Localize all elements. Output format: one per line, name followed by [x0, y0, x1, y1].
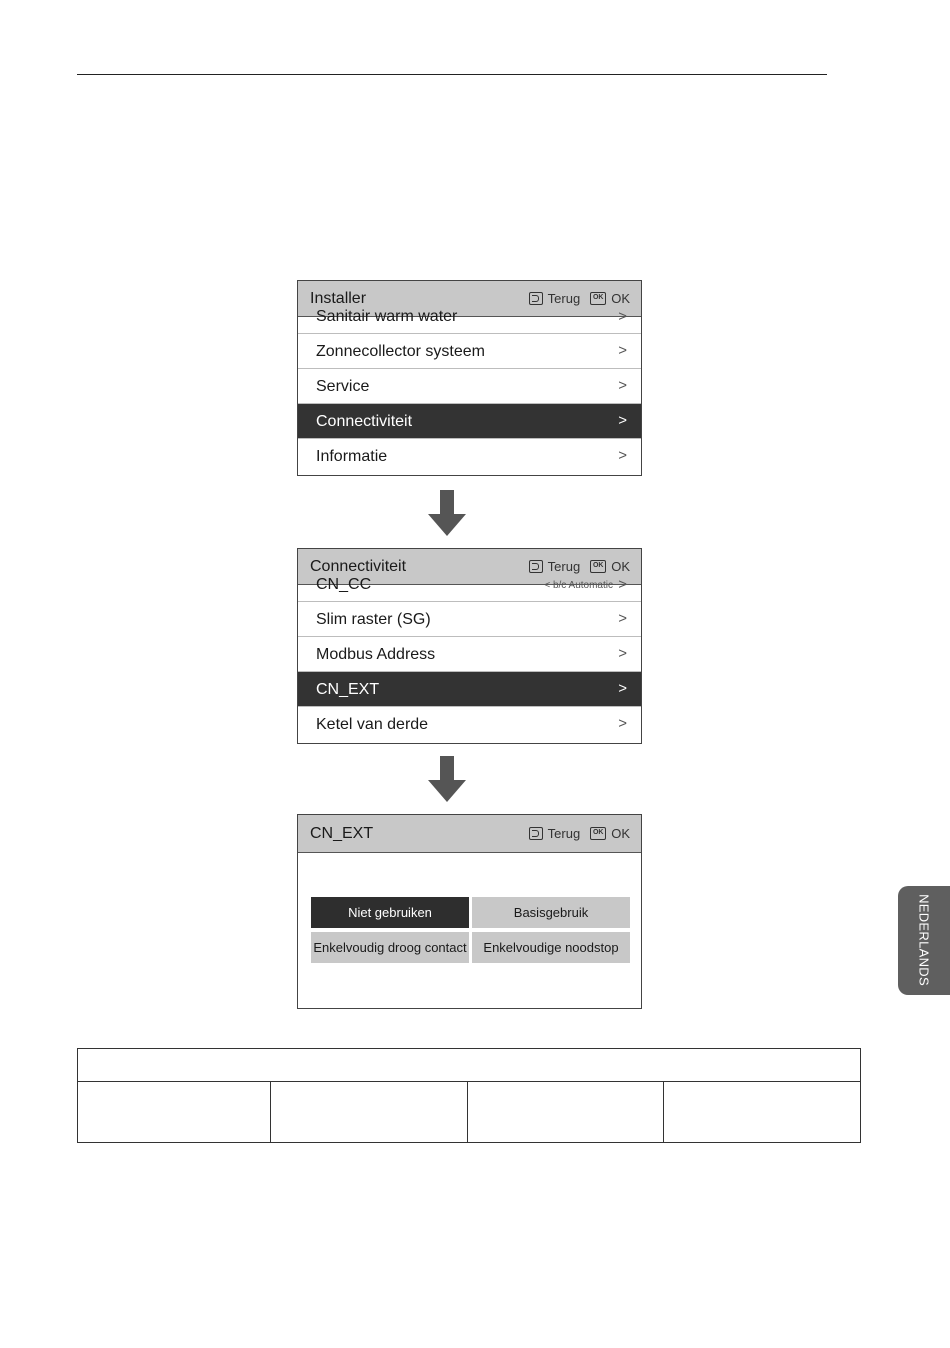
back-icon[interactable]	[529, 560, 543, 573]
chevron-right-icon: >	[618, 715, 627, 732]
ok-icon[interactable]: OK	[590, 827, 606, 840]
menu-item-label: Connectiviteit	[316, 413, 413, 430]
menu-item-label: Sanitair warm water	[316, 308, 458, 325]
menu-item-label: Informatie	[316, 448, 388, 465]
option-enkelvoudige-noodstop[interactable]: Enkelvoudige noodstop	[472, 932, 630, 963]
menu-item-connectiviteit[interactable]	[298, 404, 641, 439]
connectiviteit-screen	[297, 548, 642, 744]
screen-header	[298, 815, 641, 853]
menu-item-label: Service	[316, 378, 370, 395]
table-cell	[664, 1082, 860, 1142]
menu-item-value: < b/c Automatic	[544, 580, 613, 591]
menu-item-ketel-van-derde[interactable]	[298, 707, 641, 742]
back-icon[interactable]	[529, 292, 543, 305]
arrow-down-icon	[428, 490, 466, 538]
menu-item-label: Ketel van derde	[316, 716, 429, 733]
menu-item-informatie[interactable]	[298, 439, 641, 474]
chevron-right-icon: >	[618, 645, 627, 662]
screen-title: Connectiviteit	[310, 558, 407, 575]
chevron-right-icon: >	[618, 576, 627, 593]
chevron-right-icon: >	[618, 342, 627, 359]
option-basisgebruik[interactable]: Basisgebruik	[472, 897, 630, 928]
ok-icon[interactable]: OK	[590, 560, 606, 573]
chevron-right-icon: >	[618, 447, 627, 464]
table-cell	[468, 1082, 664, 1142]
back-label[interactable]: Terug	[547, 826, 581, 841]
arrow-down-icon	[428, 756, 466, 804]
header-actions	[529, 826, 630, 841]
chevron-right-icon: >	[618, 680, 627, 697]
header-actions	[529, 559, 630, 574]
menu-item-modbus-address[interactable]	[298, 637, 641, 672]
installer-menu	[298, 308, 641, 474]
top-rule	[77, 74, 827, 75]
back-label[interactable]: Terug	[547, 559, 581, 574]
chevron-right-icon: >	[618, 610, 627, 627]
settings-table	[77, 1048, 861, 1143]
ok-label[interactable]: OK	[611, 826, 630, 841]
back-label[interactable]: Terug	[547, 291, 581, 306]
chevron-right-icon: >	[618, 412, 627, 429]
screen-title: CN_EXT	[310, 825, 374, 842]
menu-item-service[interactable]	[298, 369, 641, 404]
language-tab-label: NEDERLANDS	[916, 894, 932, 986]
menu-item-label: CN_EXT	[316, 681, 380, 698]
menu-item-label: Modbus Address	[316, 646, 436, 663]
table-header	[78, 1049, 860, 1082]
ok-label[interactable]: OK	[611, 559, 630, 574]
header-actions	[529, 291, 630, 306]
table-cell	[271, 1082, 468, 1142]
chevron-left-icon[interactable]: <	[544, 580, 551, 591]
connectiviteit-menu	[298, 576, 641, 742]
chevron-right-icon: >	[618, 377, 627, 394]
table-row	[78, 1082, 860, 1142]
table-cell	[78, 1082, 271, 1142]
screen-title: Installer	[310, 290, 367, 307]
ok-icon[interactable]: OK	[590, 292, 606, 305]
back-icon[interactable]	[529, 827, 543, 840]
menu-item-slim-raster[interactable]	[298, 602, 641, 637]
language-tab	[898, 886, 950, 995]
chevron-right-icon: >	[618, 308, 627, 325]
option-enkelvoudig-droog-contact[interactable]: Enkelvoudig droog contact	[311, 932, 469, 963]
menu-item-cn-cc[interactable]	[298, 576, 641, 602]
menu-item-cn-ext[interactable]	[298, 672, 641, 707]
menu-item-label: Slim raster (SG)	[316, 611, 431, 628]
installer-screen	[297, 280, 642, 476]
option-niet-gebruiken[interactable]: Niet gebruiken	[311, 897, 469, 928]
cn-ext-screen	[297, 814, 642, 1009]
ok-label[interactable]: OK	[611, 291, 630, 306]
menu-item-sanitair-warm-water[interactable]	[298, 308, 641, 334]
menu-item-zonnecollector-systeem[interactable]	[298, 334, 641, 369]
menu-item-label: CN_CC	[316, 576, 372, 593]
menu-item-label: Zonnecollector systeem	[316, 343, 485, 360]
